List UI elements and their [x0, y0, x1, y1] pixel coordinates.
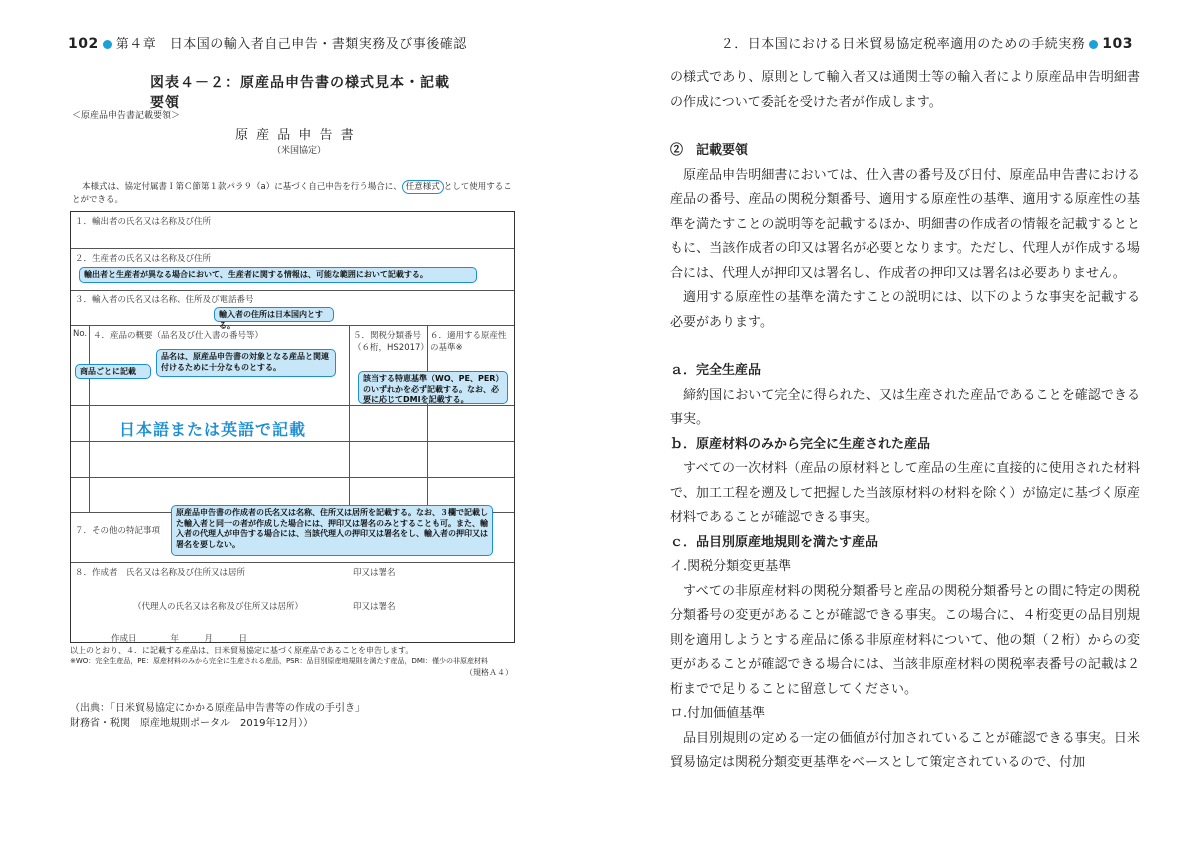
- row-producer: ２．生産者の氏名又は名称及び住所: [75, 254, 212, 264]
- col-hs-code: ５．関税分類番号: [353, 331, 422, 341]
- heading-originating-materials: ｂ．原産材料のみから完全に生産された産品: [670, 436, 931, 452]
- right-page-body: [670, 66, 1140, 776]
- source-line-1: （出典：「日米貿易協定にかかる原産品申告書等の作成の手引き」: [70, 703, 365, 714]
- callout-author-info: 原産品申告書の作成者の氏名又は名称、住所又は居所を記載する。なお、３欄で記載した輸入者と同一の者が作成した場合には、押印又は署名のみとすることも可。また、輸入者の代理人が申告する場合には、当該代理人の押印又は署名をし、輸入者の押印又は署名を要しない。: [171, 505, 493, 556]
- form-footer-declaration: 以上のとおり、４．に記載する産品は、日米貿易協定に基づく原産品であることを申告します。: [70, 646, 414, 655]
- row-remarks: ７．その他の特記事項: [75, 526, 161, 536]
- form-footer-note: ※WO：完全生産品，PE：原産材料のみから完全に生産される産品，PSR：品目別原産地規則を満たす産品，DMI：僅少の非原産材料: [70, 657, 488, 665]
- header-dot-icon: [1089, 40, 1098, 49]
- callout-per-item: 商品ごとに記載: [75, 364, 151, 379]
- col-hs-code-sub: （６桁，HS2017）: [353, 343, 429, 353]
- callout-producer: 輸出者と生産者が異なる場合において、生産者に関する情報は、可能な範囲において記載する。: [79, 267, 477, 283]
- row-date: 作成日 年 月 日: [111, 634, 248, 644]
- heading-psr: ｃ．品目別原産地規則を満たす産品: [670, 534, 879, 550]
- form-intro-cont: とができる。: [72, 195, 124, 205]
- col-origin-criteria: ６．適用する原産性: [430, 331, 507, 341]
- paragraph-tariff-shift: すべての非原産材料の関税分類番号と産品の関税分類番号との間に特定の関税分類番号の変更があることが確認できる事実。この場合に、４桁変更の品目別規則を適用しようとする産品に係る非原産材料について、他の類（２桁）からの変更があることが確認できる場合には、当該非原産材料の関税率表番号の記載は２桁までで足りることに留意してください。: [670, 583, 1140, 697]
- paragraph-intro: の様式であり、原則として輸入者又は通関士等の輸入者により原産品申告明細書の作成について委託を受けた者が作成します。: [670, 70, 1140, 110]
- optional-format-circle: 任意様式: [402, 180, 444, 194]
- figure-title: 図表４－２：原産品申告書の様式見本・記載要領: [150, 75, 450, 111]
- heading-instructions: ② 記載要領: [670, 143, 749, 158]
- left-page-header: [68, 33, 467, 52]
- row-author: ８．作成者 氏名又は名称及び住所又は居所: [75, 568, 246, 578]
- form-intro: 本様式は、協定付属書Ｉ第Ｃ節第１款パラ９（a）に基づく自己申告を行う場合に、 任意様式 として使用するこ: [82, 182, 512, 192]
- form-title: 原 産 品 申 告 書: [235, 128, 356, 143]
- row-agent: （代理人の氏名又は名称及び住所又は居所）: [133, 602, 304, 612]
- left-page-number: 102: [68, 36, 99, 52]
- language-note: 日本語または英語で記載: [119, 420, 307, 439]
- author-sign: 印又は署名: [353, 568, 396, 578]
- paragraph-originating-materials: すべての一次材料（産品の原材料として産品の生産に直接的に使用された材料で、加工工程を遡及して把握した当該原材料の材料を除く）が協定に基づく原産材料であることが確認できる事実。: [670, 461, 1140, 525]
- callout-preference-criteria: 該当する特恵基準（WO、PE、PER）のいずれかを必ず記載する。なお、必要に応じてDMIを記載する。: [358, 371, 508, 404]
- source-line-2: 財務省・税関 原産地規則ポータル 2019年12月））: [70, 718, 314, 729]
- right-page-number: 103: [1102, 36, 1133, 52]
- heading-value-added: ロ.付加価値基準: [670, 706, 766, 721]
- paragraph-instructions: 原産品申告明細書においては、仕入書の番号及び日付、原産品申告書における産品の番号、産品の関税分類番号、適用する原産性の基準、適用する原産性の基準を満たすことの説明等を記載するほか、明細書の作成者の情報を記載するとともに、当該作成者の印又は署名が必要となります。ただし、代理人が作成する場合には、代理人が押印又は署名し、作成者の押印又は署名は必要ありません。: [670, 167, 1140, 281]
- agent-sign: 印又は署名: [353, 602, 396, 612]
- form-subtitle: （米国協定）: [272, 146, 327, 156]
- header-dot-icon: [103, 40, 112, 49]
- col-no: No.: [73, 329, 88, 339]
- heading-wholly-obtained: ａ．完全生産品: [670, 363, 762, 378]
- paragraph-wholly-obtained: 締約国において完全に得られた、又は生産された産品であることを確認できる事実。: [670, 387, 1140, 427]
- col-goods-description: ４．産品の概要（品名及び仕入書の番号等）: [93, 331, 264, 341]
- figure-subheading: ＜原産品申告書記載要領＞: [72, 111, 181, 121]
- heading-tariff-shift: イ.関税分類変更基準: [670, 559, 792, 574]
- right-section-title: ２．日本国における日米貿易協定税率適用のための手続実務: [720, 37, 1086, 52]
- paragraph-value-added: 品目別規則の定める一定の価値が付加されていることが確認できる事実。日米貿易協定は関税分類変更基準をベースとして策定されているので、付加: [670, 730, 1140, 770]
- col-origin-criteria-sub: の基準※: [430, 343, 463, 353]
- callout-importer-address: 輸入者の住所は日本国内とする。: [214, 307, 334, 322]
- right-page-header: [721, 33, 1133, 52]
- origin-declaration-form: [70, 211, 515, 643]
- row-importer: ３．輸入者の氏名又は名称、住所及び電話番号: [75, 295, 254, 305]
- row-exporter: １．輸出者の氏名又は名称及び住所: [75, 217, 212, 227]
- paragraph-requirements: 適用する原産性の基準を満たすことの説明には、以下のような事実を記載する必要があります。: [670, 290, 1140, 330]
- form-footer-size: （規格Ａ４）: [465, 668, 513, 677]
- callout-item-name: 品名は、原産品申告書の対象となる産品と関連付けるために十分なものとする。: [156, 349, 336, 377]
- left-chapter-title: 第４章 日本国の輸入者自己申告・書類実務及び事後確認: [115, 37, 467, 52]
